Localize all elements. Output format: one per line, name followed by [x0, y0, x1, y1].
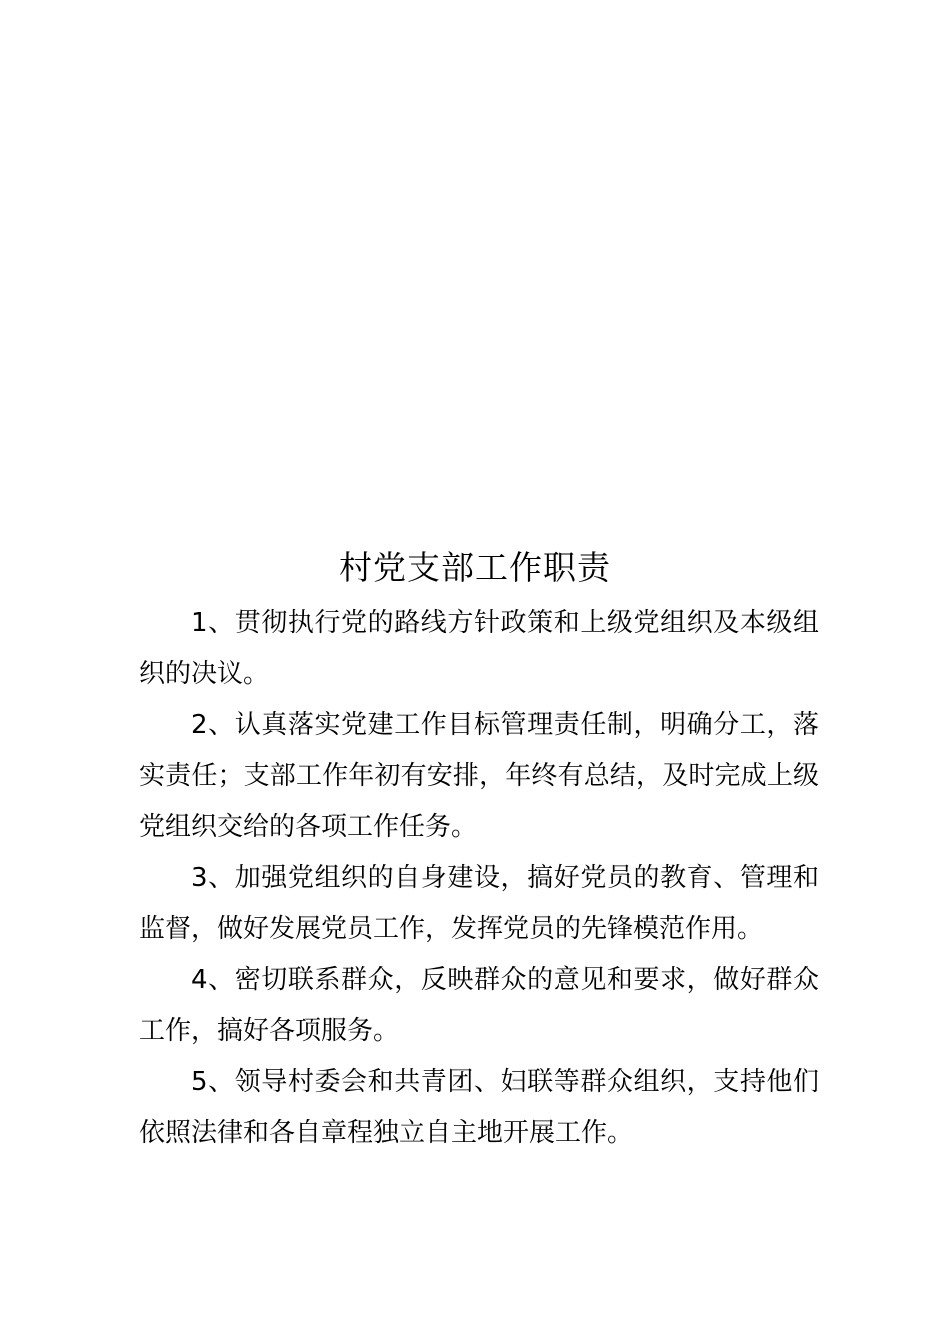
document-title: 村党支部工作职责	[339, 548, 611, 587]
paragraph-1: 1、贯彻执行党的路线方针政策和上级党组织及本级组织的决议。	[139, 608, 819, 689]
paragraph-3: 3、加强党组织的自身建设，搞好党员的教育、管理和监督，做好发展党员工作，发挥党员的先锋模范作用。	[139, 863, 819, 944]
paragraph-5: 5、领导村委会和共青团、妇联等群众组织，支持他们依照法律和各自章程独立自主地开展工作。	[139, 1067, 819, 1148]
document-body	[139, 598, 819, 1159]
paragraph-2: 2、认真落实党建工作目标管理责任制，明确分工，落实责任；支部工作年初有安排，年终有总结，及时完成上级党组织交给的各项工作任务。	[139, 710, 819, 842]
paragraph-4: 4、密切联系群众，反映群众的意见和要求，做好群众工作，搞好各项服务。	[139, 965, 819, 1046]
